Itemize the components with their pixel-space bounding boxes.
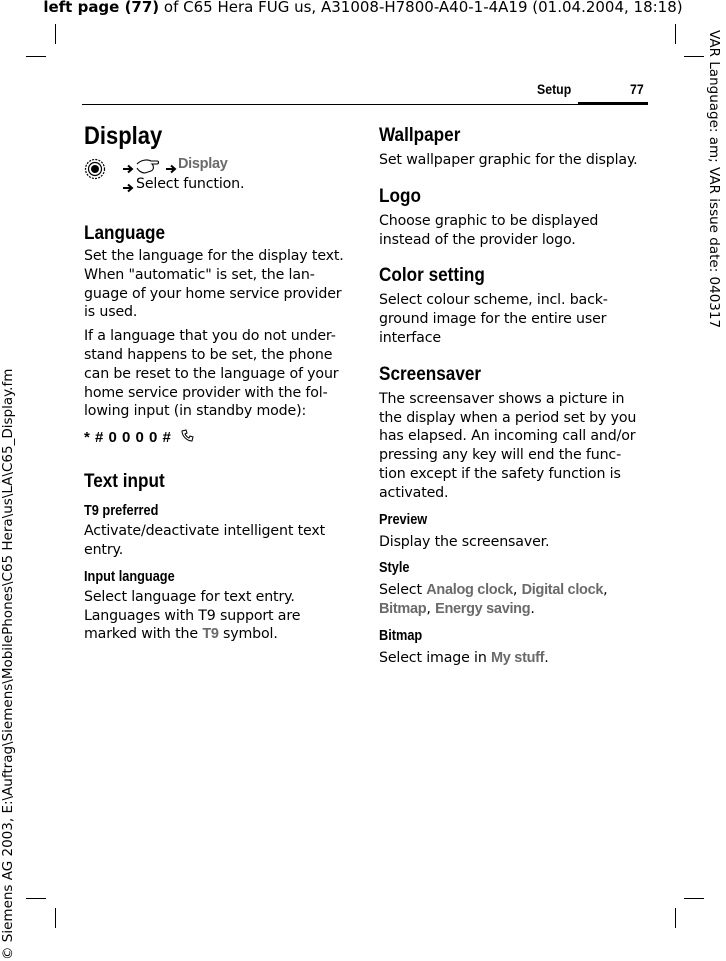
preview-text: Display the screensaver.	[379, 533, 550, 550]
screensaver-text: The screensaver shows a picture in the display when a period set by you has elapsed. An incoming call and/or pressing any key will end the func-tion except if the safety function is activated.	[379, 390, 637, 501]
print-meta-line	[0, 0, 726, 16]
copyright-path-note: © Siemens AG 2003, E:\Auftrag\Siemens\MobilePhones\C65 Hera\us\LA\C65_Display.fm	[0, 368, 16, 960]
header-rule	[82, 104, 648, 105]
wallpaper-text: Set wallpaper graphic for the display.	[379, 152, 638, 168]
input-language-text	[84, 588, 349, 644]
bitmap-end: .	[544, 649, 549, 666]
left-column	[84, 121, 349, 644]
crop-mark	[26, 898, 46, 899]
option-analog-clock: Analog clock	[426, 582, 513, 599]
right-arrow-icon	[122, 179, 134, 198]
style-text	[379, 581, 647, 619]
crop-mark	[684, 898, 704, 899]
nav-path	[84, 157, 349, 201]
input-language-heading: Input language	[84, 567, 175, 585]
color-setting-heading: Color setting	[379, 264, 485, 287]
option-bitmap: Bitmap	[379, 601, 427, 618]
bitmap-text	[379, 649, 647, 668]
my-stuff-label: My stuff	[491, 649, 545, 666]
right-arrow-icon	[122, 160, 134, 179]
crop-mark	[684, 56, 704, 57]
page-number: 77	[630, 81, 644, 97]
page-title: Display	[84, 122, 163, 150]
menu-item-display: Display	[178, 156, 228, 172]
crop-mark	[55, 908, 56, 928]
reset-input-line	[84, 425, 349, 449]
text-input-heading: Text input	[84, 470, 165, 493]
style-separator: ,	[426, 601, 436, 618]
bitmap-prefix: Select image in	[379, 649, 492, 666]
language-reset-text: If a language that you do not under-stand happens to be set, the phone can be reset to the language of your home service provider with the fol-lowing input (in standby mode):	[84, 328, 339, 420]
var-language-note: VAR Language: am; VAR issue date: 040317	[706, 30, 722, 329]
reset-key-sequence: * # 0 0 0 0 #	[84, 428, 172, 446]
crop-mark	[675, 24, 676, 44]
call-key-icon	[179, 427, 195, 447]
t9-preferred-heading: T9 preferred	[84, 502, 159, 520]
header-rule-accent	[578, 102, 648, 105]
style-separator: ,	[512, 582, 522, 599]
logo-heading: Logo	[379, 184, 421, 207]
nav-instruction: Select function.	[136, 176, 245, 192]
t9-preferred-text: Activate/deactivate intelligent text entry.	[84, 523, 325, 558]
option-digital-clock: Digital clock	[521, 582, 604, 599]
input-language-text-b: symbol.	[218, 626, 278, 643]
navigation-key-icon	[84, 158, 106, 184]
t9-symbol-label: T9	[202, 626, 219, 643]
crop-mark	[675, 908, 676, 928]
print-meta-details: of C65 Hera FUG us, A31008-H7800-A40-1-4A19 (01.04.2004, 18:18)	[159, 0, 683, 16]
color-setting-text: Select colour scheme, incl. back-ground image for the entire user interface	[379, 292, 608, 346]
style-end: .	[530, 601, 535, 618]
crop-mark	[55, 24, 56, 44]
right-column	[379, 123, 647, 668]
wallpaper-heading: Wallpaper	[379, 124, 461, 146]
section-header: Setup	[537, 81, 572, 97]
logo-text: Choose graphic to be displayed instead of the provider logo.	[379, 212, 599, 248]
language-heading: Language	[84, 222, 166, 244]
input-language-text-a: Select language for text entry. Languages with T9 support are marked with the	[84, 588, 301, 643]
crop-mark	[26, 56, 46, 57]
language-text: Set the language for the display text. When "automatic" is set, the lan-guage of your home service provider is used.	[84, 248, 344, 321]
bitmap-heading: Bitmap	[379, 626, 423, 644]
style-separator: ,	[603, 582, 608, 599]
print-meta-page: left page (77)	[43, 0, 160, 16]
preview-heading: Preview	[379, 510, 428, 528]
option-energy-saving: Energy saving	[435, 601, 531, 618]
style-heading: Style	[379, 559, 410, 577]
style-prefix: Select	[379, 582, 427, 599]
screensaver-heading: Screensaver	[379, 362, 482, 385]
